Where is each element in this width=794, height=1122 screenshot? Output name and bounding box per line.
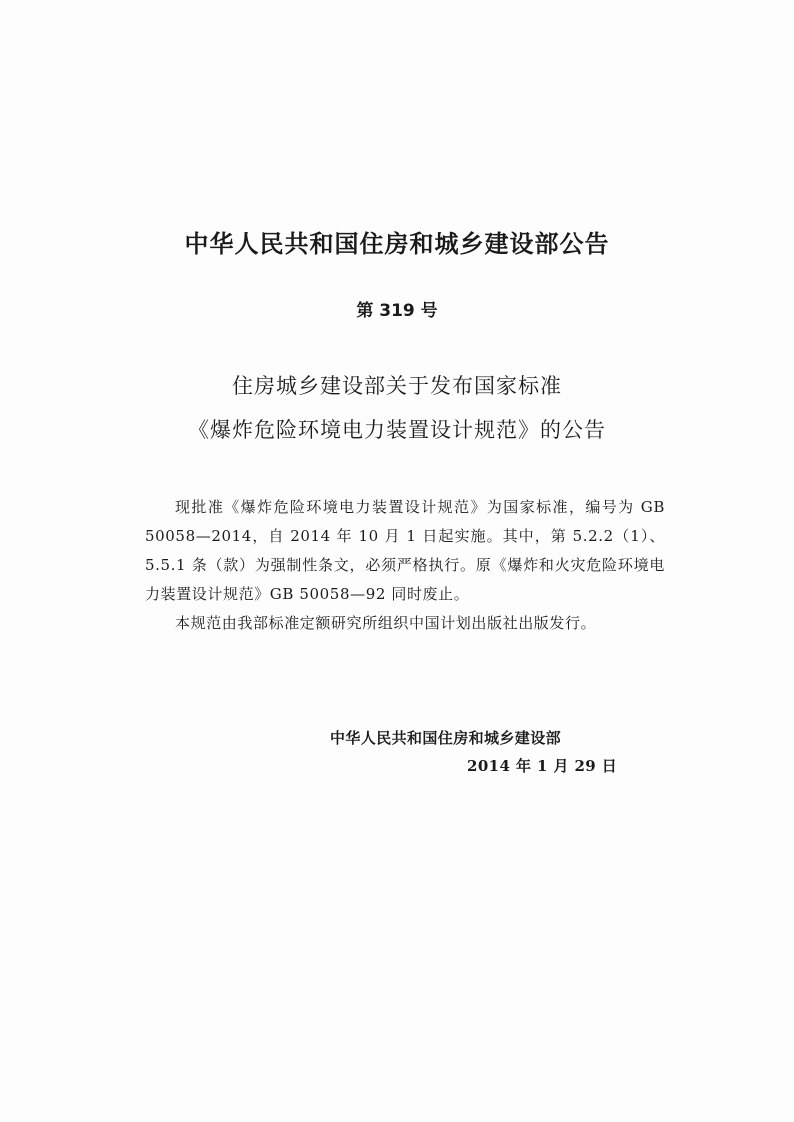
body-paragraph: 现批准《爆炸危险环境电力装置设计规范》为国家标准，编号为 GB 50058—2014，自 2014 年 10 月 1 日起实施。其中，第 5.2.2（1）、5.5.1 条（款）为强制性条文，必须严格执行。原《爆炸和火灾危险环境电力装置设计规范》GB 50058—92 同时废止。	[145, 498, 665, 603]
signature-date: 2014 年 1 月 29 日	[467, 757, 618, 775]
notice-number: 第 319 号	[356, 301, 438, 321]
notice-subtitle-line-2: 《爆炸危险环境电力装置设计规范》的公告	[188, 418, 606, 442]
notice-body	[145, 493, 665, 638]
notice-subtitle-line-1: 住房城乡建设部关于发布国家标准	[232, 374, 562, 398]
notice-title: 中华人民共和国住房和城乡建设部公告	[184, 230, 610, 258]
body-paragraph: 本规范由我部标准定额研究所组织中国计划出版社出版发行。	[175, 614, 597, 632]
signature-organization: 中华人民共和国住房和城乡建设部	[330, 729, 562, 747]
